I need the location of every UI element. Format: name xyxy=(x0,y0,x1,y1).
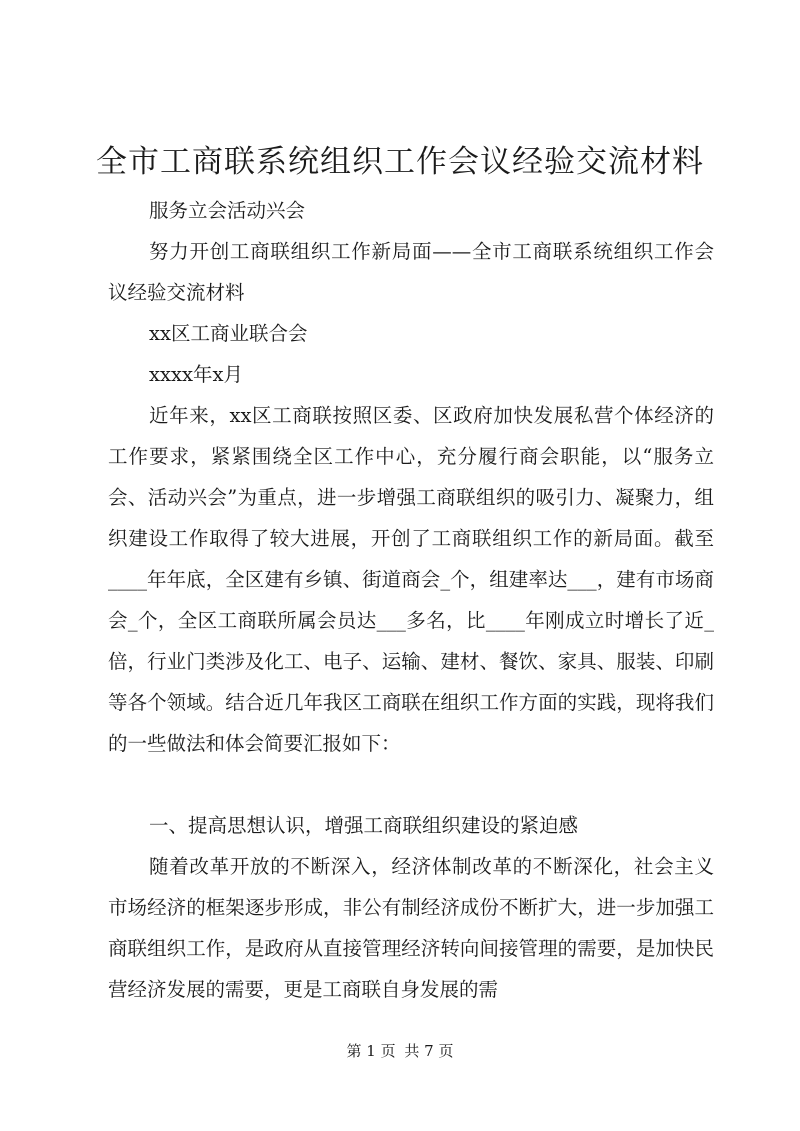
paragraph-body: 随着改革开放的不断深入，经济体制改革的不断深化，社会主义市场经济的框架逐步形成，非公有制经济成份不断扩大，进一步加强工商联组织工作，是政府从直接管理经济转向间接管理的需要，是加快民营经济发展的需要，更是工商联自身发展的需 xyxy=(108,855,714,1001)
document-title: 全市工商联系统组织工作会议经验交流材料 xyxy=(96,144,704,180)
page-number: 第 1 页 xyxy=(346,1042,396,1060)
section-heading-1: 一、提高思想认识，增强工商联组织建设的紧迫感 xyxy=(149,814,579,837)
paragraph-introduction: 近年来，xx区工商联按照区委、区政府加快发展私营个体经济的工作要求，紧紧围绕全区工作中心，充分履行商会职能，以“服务立会、活动兴会”为重点，进一步增强工商联组织的吸引力、凝聚力，组织建设工作取得了较大进展，开创了工商联组织工作的新局面。截至____年年底，全区建有乡镇、街道商会_个，组建率达___，建有市场商会_个，全区工商联所属会员达___多名，比____年刚成立时增长了近_倍，行业门类涉及化工、电子、运输、建材、餐饮、家具、服装、印刷等各个领域。结合近几年我区工商联在组织工作方面的实践，现将我们的一些做法和体会简要汇报如下： xyxy=(108,404,714,755)
subtitle-slogan: 服务立会活动兴会 xyxy=(149,199,306,222)
page-total: 共 7 页 xyxy=(404,1042,454,1060)
document-date: xxxx年x月 xyxy=(149,363,243,386)
page-footer xyxy=(0,1040,800,1062)
paragraph-heading: 努力开创工商联组织工作新局面——全市工商联系统组织工作会议经验交流材料 xyxy=(108,240,714,304)
author-organization: xx区工商业联合会 xyxy=(149,322,308,345)
